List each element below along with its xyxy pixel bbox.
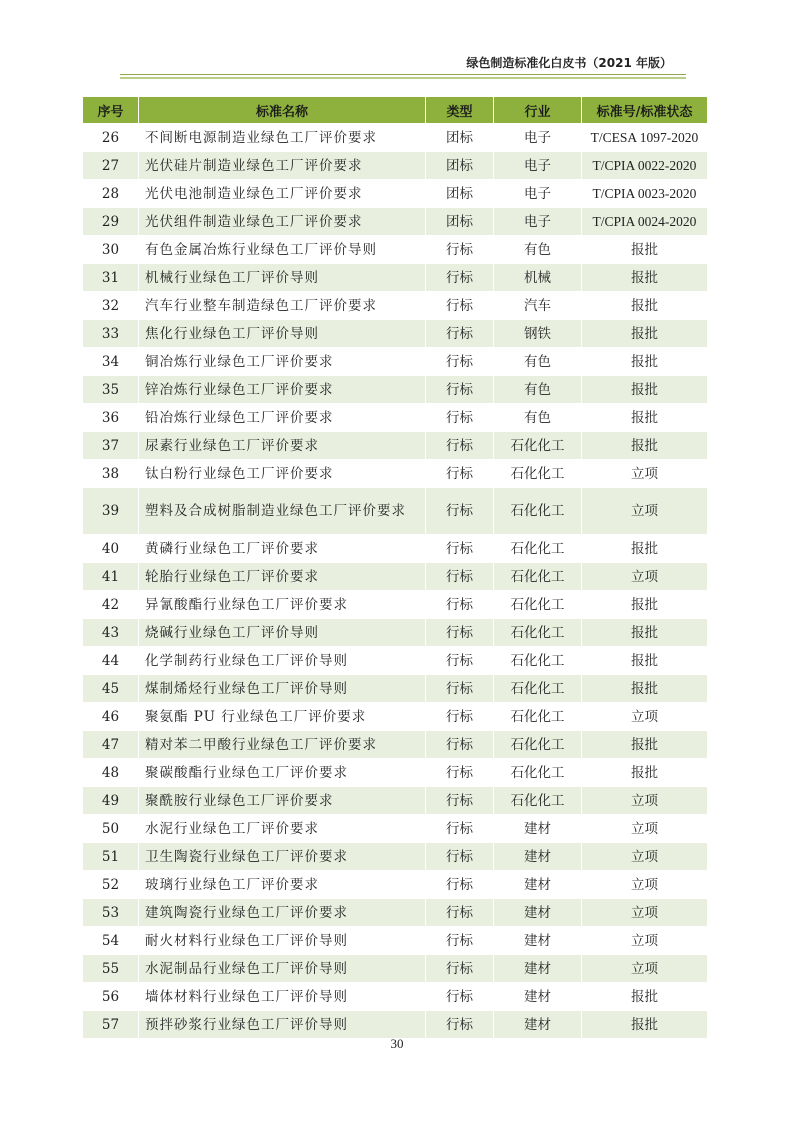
cell-industry: 汽车 [494, 292, 582, 320]
cell-type: 行标 [426, 731, 494, 759]
cell-index: 35 [83, 376, 139, 404]
header-rule [120, 74, 686, 75]
cell-standard-name: 聚碳酸酯行业绿色工厂评价要求 [139, 759, 426, 787]
cell-type: 行标 [426, 815, 494, 843]
cell-standard-name: 卫生陶瓷行业绿色工厂评价要求 [139, 843, 426, 871]
cell-industry: 石化化工 [494, 619, 582, 647]
cell-industry: 有色 [494, 348, 582, 376]
cell-status: 报批 [582, 591, 708, 619]
table-row [83, 535, 708, 563]
table-row [83, 152, 708, 180]
cell-standard-name: 钛白粉行业绿色工厂评价要求 [139, 460, 426, 488]
cell-status: 报批 [582, 619, 708, 647]
cell-status: 立项 [582, 460, 708, 488]
cell-index: 53 [83, 899, 139, 927]
cell-status: 立项 [582, 843, 708, 871]
cell-index: 31 [83, 264, 139, 292]
table-row [83, 432, 708, 460]
table-row [83, 759, 708, 787]
table-row [83, 843, 708, 871]
cell-index: 42 [83, 591, 139, 619]
cell-type: 行标 [426, 591, 494, 619]
cell-industry: 石化化工 [494, 703, 582, 731]
table-row [83, 731, 708, 759]
cell-standard-name: 精对苯二甲酸行业绿色工厂评价要求 [139, 731, 426, 759]
cell-standard-name: 轮胎行业绿色工厂评价要求 [139, 563, 426, 591]
cell-status: T/CPIA 0022-2020 [582, 152, 708, 180]
cell-index: 41 [83, 563, 139, 591]
cell-index: 43 [83, 619, 139, 647]
cell-status: 立项 [582, 703, 708, 731]
cell-index: 57 [83, 1011, 139, 1039]
cell-index: 40 [83, 535, 139, 563]
column-header-status: 标准号/标准状态 [582, 97, 708, 124]
cell-index: 44 [83, 647, 139, 675]
table-row [83, 563, 708, 591]
cell-status: 立项 [582, 787, 708, 815]
cell-type: 团标 [426, 180, 494, 208]
cell-index: 51 [83, 843, 139, 871]
cell-status: 报批 [582, 983, 708, 1011]
cell-status: 报批 [582, 264, 708, 292]
cell-status: 立项 [582, 563, 708, 591]
table-row [83, 348, 708, 376]
cell-industry: 石化化工 [494, 591, 582, 619]
cell-standard-name: 烧碱行业绿色工厂评价导则 [139, 619, 426, 647]
cell-type: 行标 [426, 404, 494, 432]
cell-status: 立项 [582, 871, 708, 899]
cell-standard-name: 预拌砂浆行业绿色工厂评价导则 [139, 1011, 426, 1039]
table-row [83, 292, 708, 320]
cell-index: 50 [83, 815, 139, 843]
cell-index: 34 [83, 348, 139, 376]
cell-standard-name: 光伏硅片制造业绿色工厂评价要求 [139, 152, 426, 180]
standards-table [82, 96, 708, 1039]
cell-standard-name: 水泥行业绿色工厂评价要求 [139, 815, 426, 843]
table-row [83, 264, 708, 292]
cell-type: 行标 [426, 236, 494, 264]
cell-standard-name: 机械行业绿色工厂评价导则 [139, 264, 426, 292]
cell-standard-name: 异氰酸酯行业绿色工厂评价要求 [139, 591, 426, 619]
cell-industry: 建材 [494, 899, 582, 927]
cell-index: 37 [83, 432, 139, 460]
cell-type: 行标 [426, 675, 494, 703]
cell-industry: 电子 [494, 208, 582, 236]
cell-industry: 石化化工 [494, 535, 582, 563]
cell-index: 46 [83, 703, 139, 731]
cell-type: 行标 [426, 871, 494, 899]
cell-type: 行标 [426, 927, 494, 955]
cell-index: 27 [83, 152, 139, 180]
cell-type: 团标 [426, 208, 494, 236]
cell-status: 报批 [582, 320, 708, 348]
table-row [83, 899, 708, 927]
header-rule-secondary [120, 77, 686, 79]
table-row [83, 180, 708, 208]
cell-index: 33 [83, 320, 139, 348]
table-row [83, 927, 708, 955]
cell-industry: 有色 [494, 404, 582, 432]
cell-status: 立项 [582, 899, 708, 927]
cell-index: 52 [83, 871, 139, 899]
cell-index: 49 [83, 787, 139, 815]
cell-status: 报批 [582, 376, 708, 404]
cell-industry: 石化化工 [494, 563, 582, 591]
table-row [83, 871, 708, 899]
cell-type: 行标 [426, 759, 494, 787]
cell-industry: 石化化工 [494, 759, 582, 787]
cell-standard-name: 焦化行业绿色工厂评价导则 [139, 320, 426, 348]
column-header-index: 序号 [83, 97, 139, 124]
table-row [83, 460, 708, 488]
cell-index: 36 [83, 404, 139, 432]
cell-industry: 机械 [494, 264, 582, 292]
cell-status: 立项 [582, 488, 708, 535]
cell-industry: 石化化工 [494, 460, 582, 488]
cell-industry: 电子 [494, 152, 582, 180]
cell-standard-name: 塑料及合成树脂制造业绿色工厂评价要求 [139, 488, 426, 535]
cell-status: 立项 [582, 927, 708, 955]
cell-standard-name: 有色金属冶炼行业绿色工厂评价导则 [139, 236, 426, 264]
cell-standard-name: 煤制烯烃行业绿色工厂评价导则 [139, 675, 426, 703]
cell-status: 报批 [582, 675, 708, 703]
cell-industry: 钢铁 [494, 320, 582, 348]
cell-index: 48 [83, 759, 139, 787]
table-row [83, 703, 708, 731]
cell-index: 39 [83, 488, 139, 535]
cell-industry: 建材 [494, 1011, 582, 1039]
cell-index: 55 [83, 955, 139, 983]
cell-industry: 建材 [494, 927, 582, 955]
cell-industry: 石化化工 [494, 675, 582, 703]
cell-type: 行标 [426, 376, 494, 404]
table-header-row [83, 97, 708, 124]
cell-type: 行标 [426, 983, 494, 1011]
cell-index: 56 [83, 983, 139, 1011]
cell-industry: 电子 [494, 124, 582, 152]
cell-industry: 有色 [494, 376, 582, 404]
cell-standard-name: 铅冶炼行业绿色工厂评价要求 [139, 404, 426, 432]
table-row [83, 404, 708, 432]
cell-type: 行标 [426, 348, 494, 376]
table-row [83, 647, 708, 675]
cell-status: 报批 [582, 348, 708, 376]
table-body [83, 124, 708, 1039]
cell-type: 行标 [426, 843, 494, 871]
cell-standard-name: 水泥制品行业绿色工厂评价导则 [139, 955, 426, 983]
column-header-industry: 行业 [494, 97, 582, 124]
cell-standard-name: 聚氨酯 PU 行业绿色工厂评价要求 [139, 703, 426, 731]
cell-type: 团标 [426, 152, 494, 180]
cell-type: 行标 [426, 787, 494, 815]
table-row [83, 591, 708, 619]
cell-type: 行标 [426, 647, 494, 675]
cell-status: 报批 [582, 731, 708, 759]
cell-standard-name: 尿素行业绿色工厂评价要求 [139, 432, 426, 460]
cell-index: 45 [83, 675, 139, 703]
cell-status: 报批 [582, 404, 708, 432]
table-row [83, 124, 708, 152]
cell-status: T/CESA 1097-2020 [582, 124, 708, 152]
cell-status: 报批 [582, 759, 708, 787]
table-row [83, 815, 708, 843]
cell-standard-name: 铜冶炼行业绿色工厂评价要求 [139, 348, 426, 376]
running-header-title: 绿色制造标准化白皮书（2021 年版） [466, 56, 672, 70]
cell-type: 行标 [426, 460, 494, 488]
table-row [83, 320, 708, 348]
cell-standard-name: 光伏组件制造业绿色工厂评价要求 [139, 208, 426, 236]
cell-index: 26 [83, 124, 139, 152]
cell-status: 报批 [582, 292, 708, 320]
cell-status: 立项 [582, 955, 708, 983]
cell-index: 28 [83, 180, 139, 208]
cell-industry: 石化化工 [494, 787, 582, 815]
cell-type: 行标 [426, 320, 494, 348]
cell-status: 立项 [582, 815, 708, 843]
cell-type: 行标 [426, 563, 494, 591]
cell-status: 报批 [582, 432, 708, 460]
cell-industry: 有色 [494, 236, 582, 264]
cell-industry: 建材 [494, 983, 582, 1011]
cell-type: 行标 [426, 955, 494, 983]
cell-type: 行标 [426, 703, 494, 731]
cell-industry: 石化化工 [494, 647, 582, 675]
cell-industry: 建材 [494, 955, 582, 983]
cell-type: 团标 [426, 124, 494, 152]
cell-status: T/CPIA 0023-2020 [582, 180, 708, 208]
cell-type: 行标 [426, 899, 494, 927]
cell-standard-name: 耐火材料行业绿色工厂评价导则 [139, 927, 426, 955]
cell-type: 行标 [426, 292, 494, 320]
page-number: 30 [390, 1036, 404, 1051]
cell-type: 行标 [426, 619, 494, 647]
table-row [83, 376, 708, 404]
cell-index: 38 [83, 460, 139, 488]
cell-type: 行标 [426, 488, 494, 535]
cell-status: 报批 [582, 535, 708, 563]
cell-type: 行标 [426, 432, 494, 460]
cell-index: 29 [83, 208, 139, 236]
cell-standard-name: 玻璃行业绿色工厂评价要求 [139, 871, 426, 899]
cell-standard-name: 不间断电源制造业绿色工厂评价要求 [139, 124, 426, 152]
cell-standard-name: 汽车行业整车制造绿色工厂评价要求 [139, 292, 426, 320]
cell-index: 47 [83, 731, 139, 759]
cell-industry: 电子 [494, 180, 582, 208]
column-header-name: 标准名称 [139, 97, 426, 124]
cell-standard-name: 化学制药行业绿色工厂评价导则 [139, 647, 426, 675]
table-row [83, 1011, 708, 1039]
table-row [83, 955, 708, 983]
cell-standard-name: 光伏电池制造业绿色工厂评价要求 [139, 180, 426, 208]
cell-industry: 石化化工 [494, 432, 582, 460]
table-row [83, 983, 708, 1011]
cell-type: 行标 [426, 264, 494, 292]
cell-industry: 石化化工 [494, 731, 582, 759]
cell-industry: 石化化工 [494, 488, 582, 535]
cell-status: 报批 [582, 1011, 708, 1039]
cell-status: T/CPIA 0024-2020 [582, 208, 708, 236]
cell-standard-name: 聚酰胺行业绿色工厂评价要求 [139, 787, 426, 815]
cell-type: 行标 [426, 535, 494, 563]
table-row [83, 675, 708, 703]
cell-standard-name: 建筑陶瓷行业绿色工厂评价要求 [139, 899, 426, 927]
cell-status: 报批 [582, 236, 708, 264]
cell-status: 报批 [582, 647, 708, 675]
table-row [83, 787, 708, 815]
cell-standard-name: 墙体材料行业绿色工厂评价导则 [139, 983, 426, 1011]
cell-type: 行标 [426, 1011, 494, 1039]
cell-index: 32 [83, 292, 139, 320]
table-row [83, 208, 708, 236]
cell-index: 54 [83, 927, 139, 955]
table-row [83, 236, 708, 264]
cell-industry: 建材 [494, 815, 582, 843]
table-row [83, 488, 708, 535]
cell-standard-name: 锌冶炼行业绿色工厂评价要求 [139, 376, 426, 404]
table-row [83, 619, 708, 647]
cell-standard-name: 黄磷行业绿色工厂评价要求 [139, 535, 426, 563]
cell-index: 30 [83, 236, 139, 264]
cell-industry: 建材 [494, 843, 582, 871]
column-header-type: 类型 [426, 97, 494, 124]
cell-industry: 建材 [494, 871, 582, 899]
